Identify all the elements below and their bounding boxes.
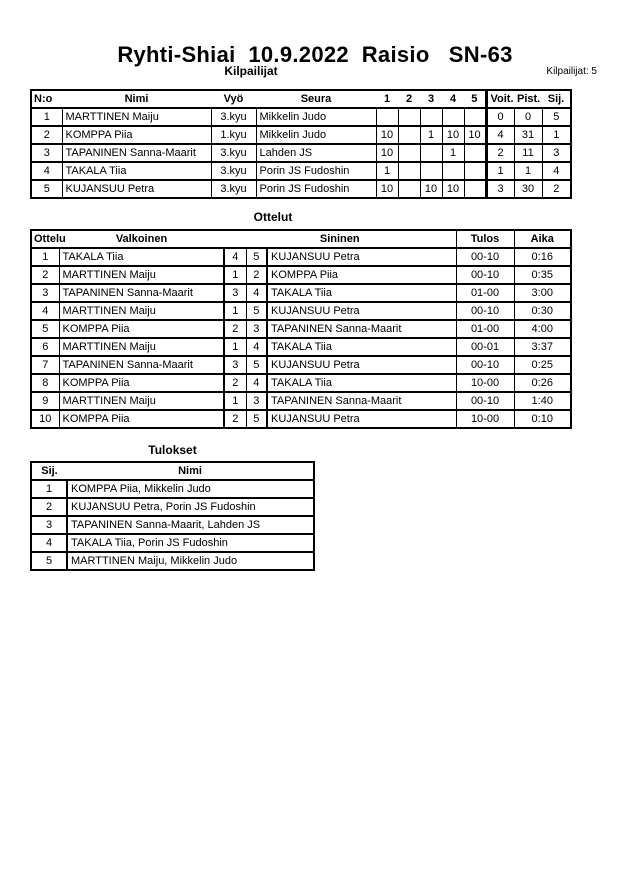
white-player-number: 3 [224,356,246,374]
competitor-name: TAPANINEN Sanna-Maarit [62,144,211,162]
score-vs1 [376,108,398,126]
col-opp5: 5 [471,93,478,105]
white-player-number: 2 [224,410,246,428]
match-result: 10-00 [456,410,514,428]
white-player-number: 2 [224,374,246,392]
score-vs4: 1 [442,144,464,162]
score-vs3 [420,162,442,180]
match-row [31,338,571,356]
blue-player: TAKALA Tiia [267,338,456,356]
match-result: 00-10 [456,356,514,374]
matches-table [30,229,572,429]
blue-player: KUJANSUU Petra [267,356,456,374]
match-row [31,266,571,284]
result-name: MARTTINEN Maiju, Mikkelin Judo [67,552,314,570]
competitors-heading: Kilpailijat [224,64,278,78]
score-vs3 [420,144,442,162]
match-result: 00-10 [456,392,514,410]
blue-player-number: 3 [246,392,267,410]
col-opp1: 1 [383,93,391,105]
score-vs1: 10 [376,144,398,162]
result-place: 2 [31,498,67,516]
competitor-points: 0 [514,108,542,126]
results-heading: Tulokset [148,443,197,457]
competitor-wins: 1 [486,162,514,180]
competitor-points: 1 [514,162,542,180]
white-player-number: 1 [224,392,246,410]
match-time: 0:26 [514,374,571,392]
col-club: Seura [300,93,332,105]
white-player: KOMPPA Piia [59,320,224,338]
match-time: 1:40 [514,392,571,410]
match-result: 10-00 [456,374,514,392]
result-name: KOMPPA Piia, Mikkelin Judo [67,480,314,498]
match-number: 10 [31,410,59,428]
match-row [31,302,571,320]
result-place: 1 [31,480,67,498]
match-row [31,248,571,266]
match-time: 3:37 [514,338,571,356]
competitor-row [31,162,571,180]
competitor-wins: 2 [486,144,514,162]
competitor-row [31,126,571,144]
match-result: 00-10 [456,266,514,284]
competitor-points: 31 [514,126,542,144]
match-result: 01-00 [456,320,514,338]
competitor-belt: 3.kyu [211,180,256,198]
competitor-name: MARTTINEN Maiju [62,108,211,126]
match-result: 00-01 [456,338,514,356]
match-time: 4:00 [514,320,571,338]
competitor-number: 4 [31,162,62,180]
competitor-name: KUJANSUU Petra [62,180,211,198]
match-row [31,320,571,338]
match-number: 8 [31,374,59,392]
white-player: TAKALA Tiia [59,248,224,266]
score-vs4 [442,162,464,180]
col-place: Sij. [547,93,565,105]
competitor-belt: 3.kyu [211,108,256,126]
match-time: 0:30 [514,302,571,320]
match-number: 4 [31,302,59,320]
score-vs2 [398,144,420,162]
competitor-belt: 3.kyu [211,144,256,162]
match-number: 3 [31,284,59,302]
score-vs2 [398,108,420,126]
competitor-club: Mikkelin Judo [256,126,376,144]
col-name: Nimi [178,465,202,477]
result-row [31,534,314,552]
blue-player: TAKALA Tiia [267,284,456,302]
blue-player-number: 5 [246,356,267,374]
blue-player: TAPANINEN Sanna-Maarit [267,392,456,410]
col-wins: Voit. [486,90,514,108]
col-time: Aika [514,230,571,248]
result-row [31,480,314,498]
competitor-wins: 3 [486,180,514,198]
competitor-number: 5 [31,180,62,198]
competitor-place: 1 [542,126,571,144]
score-vs1: 10 [376,180,398,198]
score-vs3 [420,108,442,126]
score-vs4 [442,108,464,126]
match-number: 5 [31,320,59,338]
white-player: KOMPPA Piia [59,410,224,428]
result-name: TAKALA Tiia, Porin JS Fudoshin [67,534,314,552]
competitor-number: 3 [31,144,62,162]
col-blue: Sininen [319,233,360,245]
competitor-belt: 1.kyu [211,126,256,144]
results-header-row [31,462,314,480]
score-vs5 [464,144,486,162]
competitor-points: 30 [514,180,542,198]
col-opp2: 2 [405,93,413,105]
match-row [31,356,571,374]
matches-header-row [31,230,571,248]
score-vs5 [464,108,486,126]
result-place: 4 [31,534,67,552]
competitor-place: 2 [542,180,571,198]
match-row [31,284,571,302]
competitor-wins: 4 [486,126,514,144]
score-vs1: 1 [376,162,398,180]
score-vs3: 10 [420,180,442,198]
match-result: 01-00 [456,284,514,302]
white-player-number: 1 [224,266,246,284]
match-number: 2 [31,266,59,284]
col-points: Pist. [517,93,541,105]
results-table [30,461,315,571]
match-result: 00-10 [456,248,514,266]
white-player-number: 3 [224,284,246,302]
col-number: N:o [34,93,53,105]
blue-player-number: 2 [246,266,267,284]
blue-player-number: 4 [246,284,267,302]
match-time: 0:25 [514,356,571,374]
blue-player-number: 4 [246,338,267,356]
result-row [31,498,314,516]
white-player: MARTTINEN Maiju [59,392,224,410]
blue-player: KUJANSUU Petra [267,248,456,266]
result-name: KUJANSUU Petra, Porin JS Fudoshin [67,498,314,516]
white-player: MARTTINEN Maiju [59,266,224,284]
blue-player-number: 4 [246,374,267,392]
score-vs4: 10 [442,126,464,144]
competitors-count-label: Kilpailijat: 5 [546,66,597,77]
competitor-club: Porin JS Fudoshin [256,162,376,180]
col-belt: Vyö [223,93,244,105]
score-vs4: 10 [442,180,464,198]
competitor-row [31,108,571,126]
match-time: 0:10 [514,410,571,428]
page-title: Ryhti-Shiai 10.9.2022 Raisio SN-63 [117,42,513,67]
white-player-number: 4 [224,248,246,266]
blue-player-number: 3 [246,320,267,338]
competitor-number: 2 [31,126,62,144]
competitor-number: 1 [31,108,62,126]
competitor-row [31,180,571,198]
score-vs5: 10 [464,126,486,144]
white-player: TAPANINEN Sanna-Maarit [59,284,224,302]
competitors-header-row [31,90,571,108]
col-name: Nimi [124,93,149,105]
result-name: TAPANINEN Sanna-Maarit, Lahden JS [67,516,314,534]
match-number: 7 [31,356,59,374]
match-row [31,392,571,410]
blue-player: TAKALA Tiia [267,374,456,392]
matches-heading: Ottelut [253,210,293,224]
blue-player-number: 5 [246,248,267,266]
competitor-club: Mikkelin Judo [256,108,376,126]
score-vs2 [398,180,420,198]
blue-player: TAPANINEN Sanna-Maarit [267,320,456,338]
match-row [31,410,571,428]
competitor-row [31,144,571,162]
score-vs5 [464,162,486,180]
score-vs3: 1 [420,126,442,144]
result-row [31,552,314,570]
blue-player: KUJANSUU Petra [267,302,456,320]
blue-player: KUJANSUU Petra [267,410,456,428]
white-player: KOMPPA Piia [59,374,224,392]
result-place: 5 [31,552,67,570]
white-player: TAPANINEN Sanna-Maarit [59,356,224,374]
competitor-place: 4 [542,162,571,180]
score-vs1: 10 [376,126,398,144]
white-player: MARTTINEN Maiju [59,302,224,320]
blue-player-number: 5 [246,302,267,320]
white-player-number: 1 [224,338,246,356]
match-number: 1 [31,248,59,266]
col-result: Tulos [456,230,514,248]
blue-player: KOMPPA Piia [267,266,456,284]
blue-player-number: 5 [246,410,267,428]
result-place: 3 [31,516,67,534]
col-opp4: 4 [449,93,457,105]
match-time: 0:16 [514,248,571,266]
competitor-points: 11 [514,144,542,162]
score-vs5 [464,180,486,198]
competitor-wins: 0 [486,108,514,126]
competitor-name: KOMPPA Piia [62,126,211,144]
match-row [31,374,571,392]
match-number: 9 [31,392,59,410]
competitor-place: 3 [542,144,571,162]
competitor-name: TAKALA Tiia [62,162,211,180]
competitor-club: Lahden JS [256,144,376,162]
col-white: Valkoinen [115,233,168,245]
competitors-table [30,89,572,199]
result-row [31,516,314,534]
match-number: 6 [31,338,59,356]
col-opp3: 3 [427,93,435,105]
score-vs2 [398,126,420,144]
col-match: Ottelu [34,233,66,245]
col-place: Sij. [41,465,58,477]
white-player: MARTTINEN Maiju [59,338,224,356]
match-result: 00-10 [456,302,514,320]
score-vs2 [398,162,420,180]
match-time: 0:35 [514,266,571,284]
competitor-belt: 3.kyu [211,162,256,180]
match-time: 3:00 [514,284,571,302]
white-player-number: 2 [224,320,246,338]
competitor-club: Porin JS Fudoshin [256,180,376,198]
white-player-number: 1 [224,302,246,320]
competitor-place: 5 [542,108,571,126]
